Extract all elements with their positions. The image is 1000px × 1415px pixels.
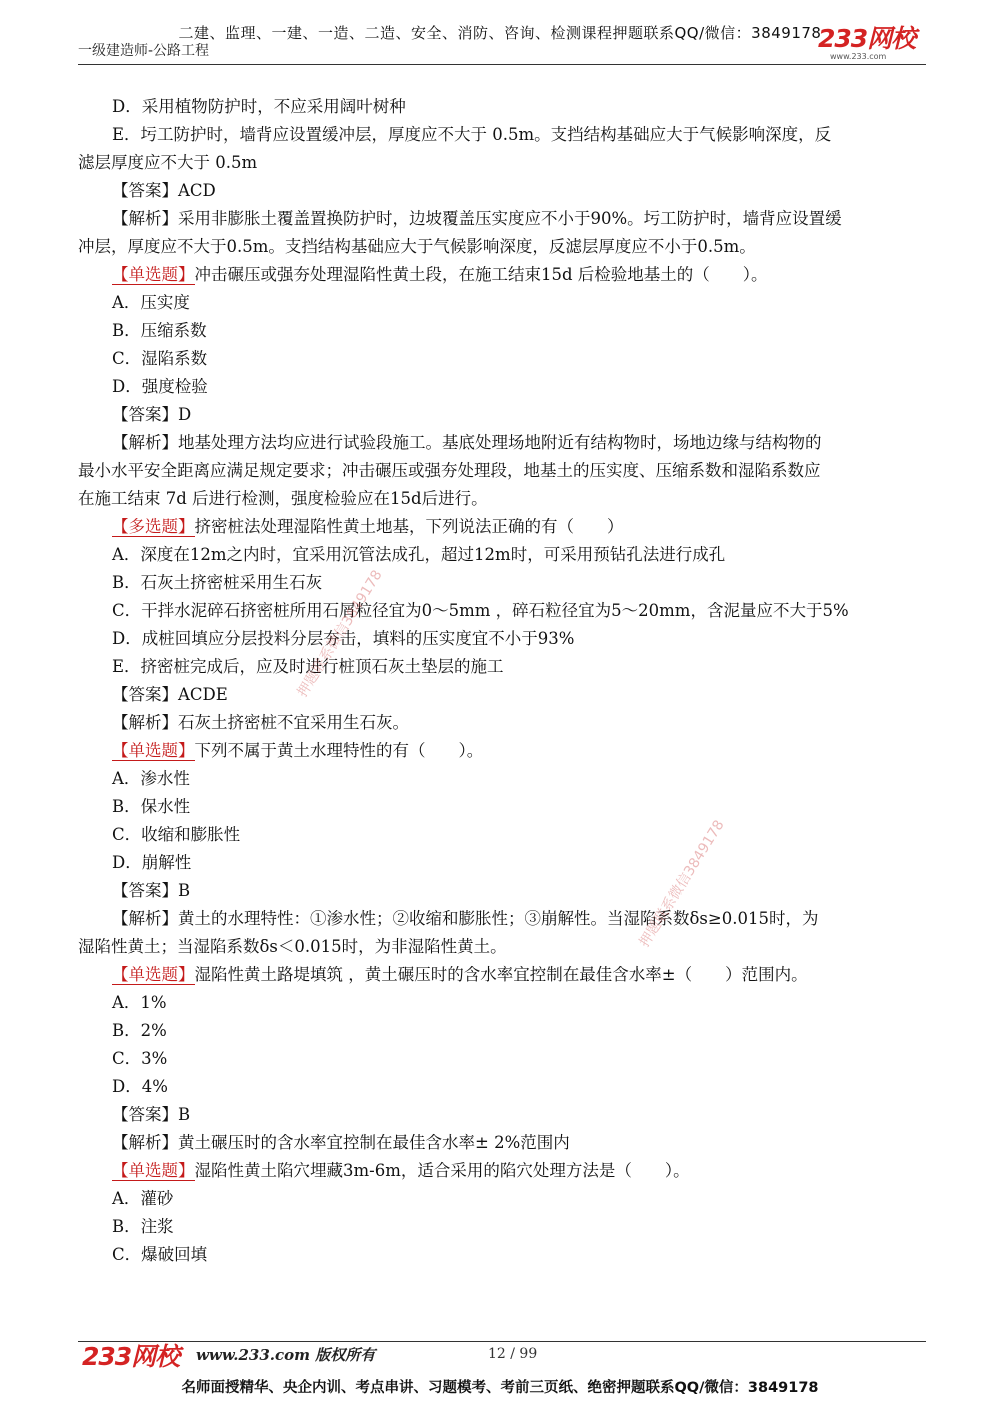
line-text: 【解析】石灰土挤密桩不宜采用生石灰。: [112, 713, 409, 732]
document-body: [78, 93, 926, 1269]
text-line: [78, 401, 926, 429]
line-text: 【解析】采用非膨胀土覆盖置换防护时，边坡覆盖压实度应不小于90%。圬工防护时，墙背应设置缓: [112, 209, 842, 228]
text-line: [78, 709, 926, 737]
brand-logo: [818, 26, 928, 66]
text-line: [78, 289, 926, 317]
watermark-1: 押题联系微信3849178: [294, 567, 386, 701]
text-line: [78, 793, 926, 821]
text-line: [78, 205, 926, 233]
subject-title: 一级建造师-公路工程: [78, 43, 210, 59]
line-text: 【答案】ACDE: [112, 685, 228, 704]
line-text: 【解析】地基处理方法均应进行试验段施工。基底处理场地附近有结构物时，场地边缘与结构物的: [112, 433, 822, 452]
text-line: [78, 1129, 926, 1157]
text-line: [78, 849, 926, 877]
line-text: B．石灰土挤密桩采用生石灰: [112, 573, 323, 592]
text-line: [78, 625, 926, 653]
text-line: [78, 177, 926, 205]
text-line: [78, 1185, 926, 1213]
line-text: A．灌砂: [112, 1189, 174, 1208]
text-line: [78, 93, 926, 121]
question-type-tag: 【单选题】: [112, 741, 195, 760]
question-type-tag: 【单选题】: [112, 965, 195, 984]
header-banner: 二建、监理、一建、一造、二造、安全、消防、咨询、检测课程押题联系QQ/微信：3849178: [178, 24, 822, 42]
question-stem: [78, 261, 926, 289]
text-line: [78, 345, 926, 373]
text-line: [78, 989, 926, 1017]
text-line: [78, 1045, 926, 1073]
question-type-tag: 【多选题】: [112, 517, 195, 536]
line-text: C．湿陷系数: [112, 349, 208, 368]
footer-divider: [78, 1341, 926, 1342]
footer-banner: 名师面授精华、央企内训、考点串讲、习题模考、考前三页纸、绝密押题联系QQ/微信：3849178: [181, 1380, 819, 1396]
text-line: [78, 317, 926, 345]
text-line: [78, 877, 926, 905]
line-text: A．压实度: [112, 293, 190, 312]
line-text: 【答案】B: [112, 1105, 191, 1124]
text-line: [78, 905, 926, 933]
text-line: [78, 1017, 926, 1045]
line-text: A．渗水性: [112, 769, 190, 788]
line-text: 挤密桩法处理湿陷性黄土地基，下列说法正确的有（ ）: [194, 517, 624, 536]
line-text: 【答案】ACD: [112, 181, 216, 200]
line-text: 【答案】D: [112, 405, 192, 424]
text-line: [78, 541, 926, 569]
text-line: [78, 485, 926, 513]
footer-logo: 233网校: [82, 1342, 180, 1371]
line-text: B．保水性: [112, 797, 191, 816]
line-text: 湿陷性黄土路堤填筑 ，黄土碾压时的含水率宜控制在最佳含水率±（ ）范围内。: [194, 965, 808, 984]
logo-text: 233网校: [818, 24, 916, 53]
line-text: D．强度检验: [112, 377, 208, 396]
text-line: [78, 121, 926, 149]
text-line: [78, 429, 926, 457]
line-text: 【解析】黄土碾压时的含水率宜控制在最佳含水率± 2%范围内: [112, 1133, 570, 1152]
question-type-tag: 【单选题】: [112, 1161, 195, 1180]
text-line: [78, 1073, 926, 1101]
line-text: D．崩解性: [112, 853, 192, 872]
line-text: C．3%: [112, 1049, 168, 1068]
line-text: 【解析】黄土的水理特性：①渗水性；②收缩和膨胀性；③崩解性。当湿陷系数δs≥0.015时，为: [112, 909, 819, 928]
line-text: C．干拌水泥碎石挤密桩所用石屑粒径宜为0～5mm ，碎石粒径宜为5～20mm，含泥量应不大于5%: [112, 601, 849, 620]
text-line: [78, 933, 926, 961]
line-text: 下列不属于黄土水理特性的有（ ）。: [194, 741, 484, 760]
question-stem: [78, 1157, 926, 1185]
text-line: [78, 1213, 926, 1241]
line-text: D．采用植物防护时，不应采用阔叶树种: [112, 97, 406, 116]
text-line: [78, 653, 926, 681]
line-text: 湿陷性黄土；当湿陷系数δs＜0.015时，为非湿陷性黄土。: [78, 937, 507, 956]
text-line: [78, 597, 926, 625]
logo-url: www.233.com: [830, 52, 887, 61]
footer-copyright: www.233.com 版权所有: [196, 1346, 376, 1364]
line-text: B．注浆: [112, 1217, 174, 1236]
line-text: 冲层，厚度应不大于0.5m。支挡结构基础应大于气候影响深度，反滤层厚度应不小于0.5m。: [78, 237, 756, 256]
text-line: [78, 569, 926, 597]
question-stem: [78, 961, 926, 989]
text-line: [78, 149, 926, 177]
line-text: 湿陷性黄土陷穴埋藏3m-6m，适合采用的陷穴处理方法是（ ）。: [194, 1161, 690, 1180]
text-line: [78, 821, 926, 849]
line-text: A．1%: [112, 993, 167, 1012]
question-stem: [78, 513, 926, 541]
text-line: [78, 1241, 926, 1269]
text-line: [78, 373, 926, 401]
page-number: 12 / 99: [488, 1346, 538, 1362]
line-text: E．圬工防护时，墙背应设置缓冲层，厚度应不大于 0.5m。支挡结构基础应大于气候影响深度，反: [112, 125, 832, 144]
text-line: [78, 681, 926, 709]
line-text: 滤层厚度应不大于 0.5m: [78, 153, 258, 172]
question-stem: [78, 737, 926, 765]
header-divider: [78, 64, 926, 65]
text-line: [78, 765, 926, 793]
question-type-tag: 【单选题】: [112, 265, 195, 284]
line-text: 【答案】B: [112, 881, 191, 900]
line-text: 最小水平安全距离应满足规定要求；冲击碾压或强夯处理段，地基土的压实度、压缩系数和湿陷系数应: [78, 461, 821, 480]
watermark-2: 押题联系微信3849178: [636, 817, 728, 951]
line-text: 冲击碾压或强夯处理湿陷性黄土段，在施工结束15d 后检验地基土的（ ）。: [194, 265, 768, 284]
text-line: [78, 233, 926, 261]
line-text: B．压缩系数: [112, 321, 207, 340]
text-line: [78, 457, 926, 485]
line-text: D．4%: [112, 1077, 168, 1096]
line-text: C．收缩和膨胀性: [112, 825, 241, 844]
line-text: E．挤密桩完成后，应及时进行桩顶石灰土垫层的施工: [112, 657, 504, 676]
line-text: C．爆破回填: [112, 1245, 208, 1264]
line-text: 在施工结束 7d 后进行检测，强度检验应在15d后进行。: [78, 489, 488, 508]
text-line: [78, 1101, 926, 1129]
line-text: A．深度在12m之内时，宜采用沉管法成孔，超过12m时，可采用预钻孔法进行成孔: [112, 545, 726, 564]
line-text: D．成桩回填应分层投料分层夯击，填料的压实度宜不小于93%: [112, 629, 575, 648]
line-text: B．2%: [112, 1021, 167, 1040]
